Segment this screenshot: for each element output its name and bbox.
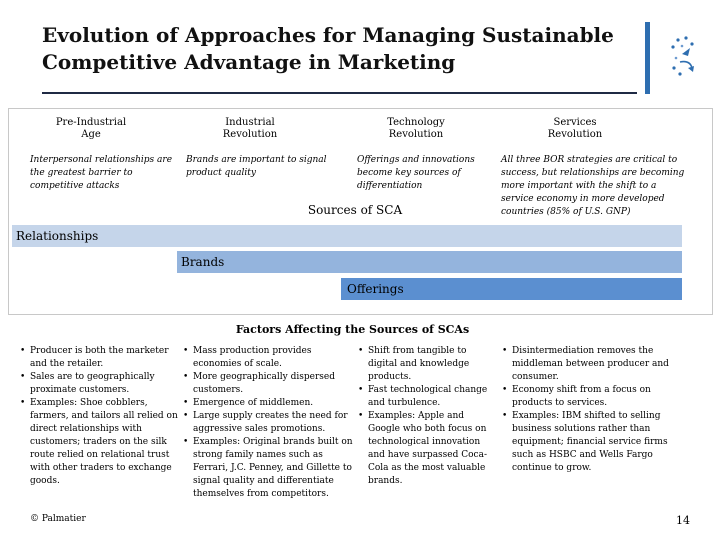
list-item: • More geographically dispersed customers. xyxy=(182,371,354,397)
offerings-band: Offerings xyxy=(341,278,682,300)
brands-band: Brands xyxy=(177,251,682,273)
list-item: • Economy shift from a focus on products to services. xyxy=(501,384,686,410)
factors-column-technology xyxy=(357,345,495,488)
title-divider xyxy=(42,92,637,94)
slide-title-line-2: Competitive Advantage in Marketing xyxy=(42,50,456,74)
era-heading-line: Industrial xyxy=(225,117,275,128)
era-heading-line: Revolution xyxy=(388,129,444,140)
era-heading-line: Revolution xyxy=(222,129,278,140)
sources-of-sca-label: Sources of SCA xyxy=(307,203,403,217)
accent-bar xyxy=(645,22,650,94)
factors-column-pre-industrial xyxy=(19,345,179,488)
era-description-pre-industrial: Interpersonal relationships are the greatest barrier to competitive attacks xyxy=(30,155,173,191)
era-heading-services xyxy=(520,117,630,141)
factors-title: Factors Affecting the Sources of SCAs xyxy=(235,323,470,336)
factors-column-services xyxy=(501,345,686,475)
era-heading-line: Technology xyxy=(387,117,445,128)
list-item: • Sales are to geographically proximate customers. xyxy=(19,371,179,397)
era-description-industrial: Brands are important to signal product quality xyxy=(186,155,327,178)
era-heading-technology xyxy=(361,117,471,141)
list-item: • Examples: Shoe cobblers, farmers, and tailors all relied on direct relationships with customers; traders on the silk route relied on relational trust with other traders to exchange goods. xyxy=(19,397,179,488)
list-item: • Mass production provides economies of scale. xyxy=(182,345,354,371)
relationships-band: Relationships xyxy=(12,225,682,247)
era-heading-line: Revolution xyxy=(547,129,603,140)
era-description-technology: Offerings and innovations become key sources of differentiation xyxy=(357,155,475,191)
list-item: • Large supply creates the need for aggressive sales promotions. xyxy=(182,410,354,436)
list-item: • Shift from tangible to digital and knowledge products. xyxy=(357,345,495,384)
list-item: • Examples: IBM shifted to selling business solutions rather than equipment; financial service firms such as HSBC and Wells Fargo continue to grow. xyxy=(501,410,686,475)
era-heading-pre-industrial xyxy=(36,117,146,141)
copyright-text: © Palmatier xyxy=(30,514,86,524)
list-item: • Producer is both the marketer and the retailer. xyxy=(19,345,179,371)
circular-dots-arrows-icon xyxy=(668,34,698,78)
factors-column-industrial xyxy=(182,345,354,501)
era-heading-industrial xyxy=(195,117,305,141)
era-heading-line: Services xyxy=(553,117,597,128)
era-description-services: All three BOR strategies are critical to success, but relationships are becoming more important with the shift to a service economy in more developed countries (85% of U.S. GNP) xyxy=(501,155,685,217)
list-item: • Emergence of middlemen. xyxy=(182,397,354,410)
list-item: • Examples: Original brands built on strong family names such as Ferrari, J.C. Penney, and Gillette to signal quality and differentiate themselves from competitors. xyxy=(182,436,354,501)
list-item: • Disintermediation removes the middleman between producer and consumer. xyxy=(501,345,686,384)
list-item: • Fast technological change and turbulence. xyxy=(357,384,495,410)
list-item: • Examples: Apple and Google who both focus on technological innovation and have surpassed Coca-Cola as the most valuable brands. xyxy=(357,410,495,488)
slide-title xyxy=(42,22,632,76)
slide-title-line-1: Evolution of Approaches for Managing Sustainable xyxy=(42,23,614,47)
era-heading-line: Pre-Industrial xyxy=(55,117,127,128)
era-heading-line: Age xyxy=(81,129,101,140)
page-number: 14 xyxy=(676,514,690,527)
